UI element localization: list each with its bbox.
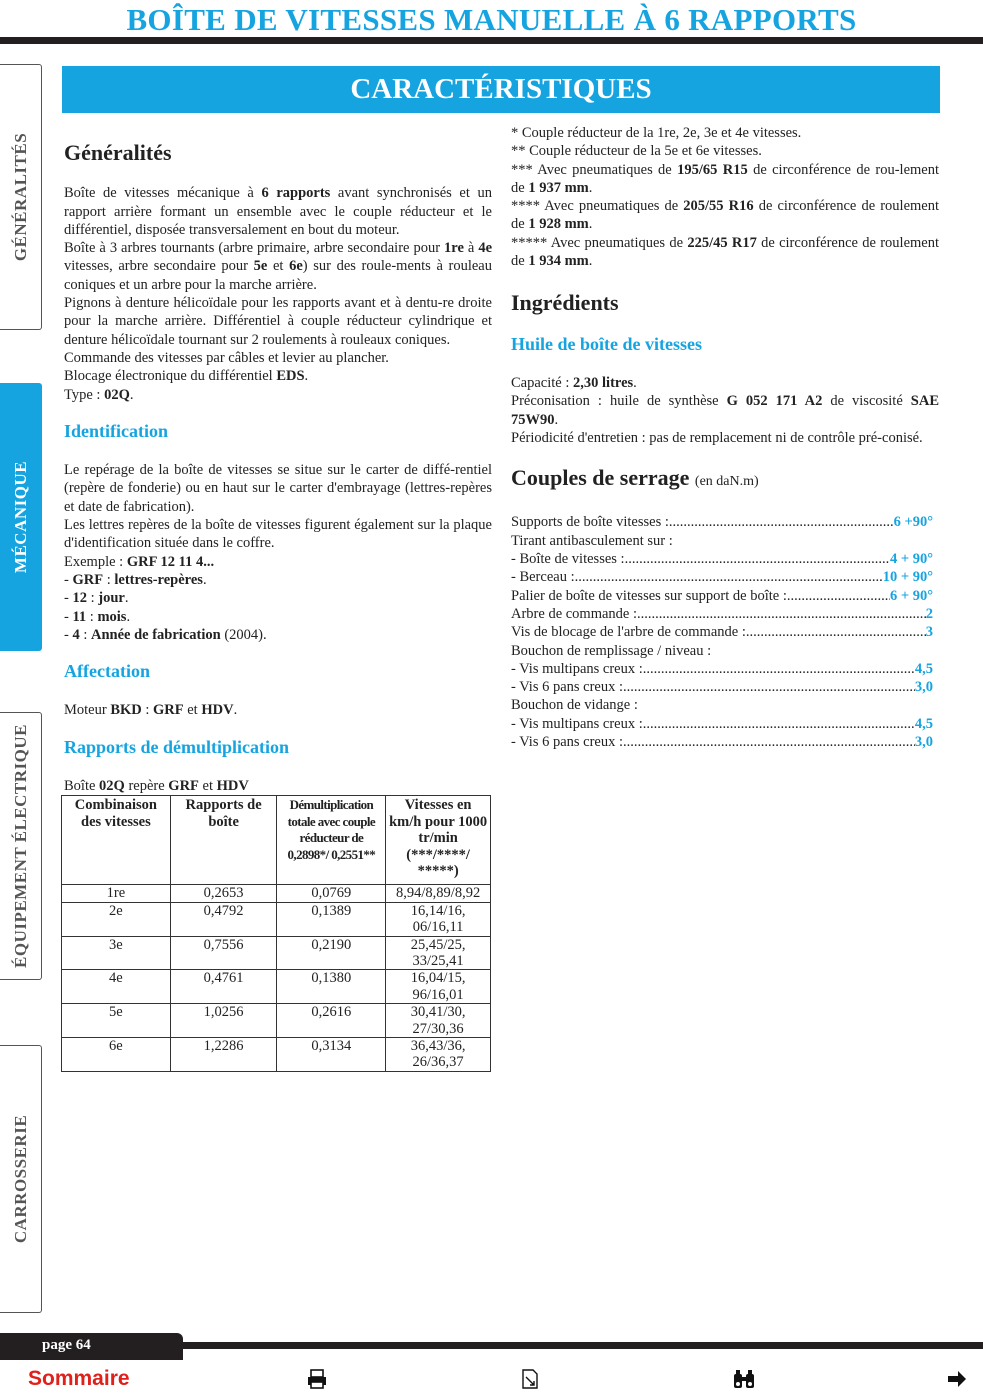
page-title: BOÎTE DE VITESSES MANUELLE À 6 RAPPORTS [126, 2, 857, 37]
ratios-table [61, 795, 491, 1072]
table-cell: 0,1380 [277, 970, 386, 1004]
torque-line: - Berceau : ..... 10 + 90° [511, 568, 933, 586]
table-cell: 1re [62, 885, 171, 902]
huile-heading: Huile de boîte de vitesses [511, 333, 702, 354]
table-cell: 0,2190 [277, 936, 386, 970]
table-cell: 16,14/16, 06/16,11 [386, 902, 491, 936]
page-number-tab [0, 1333, 183, 1360]
table-row [62, 1004, 491, 1038]
arrow-right-icon[interactable] [946, 1368, 968, 1390]
generalites-type: Type : 02Q. [64, 386, 134, 403]
page-number: page 64 [42, 1337, 91, 1353]
identification-heading: Identification [64, 420, 169, 441]
affectation-heading: Affectation [64, 661, 150, 682]
table-cell: 0,7556 [170, 936, 277, 970]
torque-line: Vis de blocage de l'arbre de commande : ..... 3 [511, 623, 933, 641]
sommaire-link[interactable]: Sommaire [28, 1367, 130, 1390]
preconisation: Préconisation : huile de synthèse G 052 171 A2 de viscosité SAE 75W90. [511, 393, 939, 428]
table-header: Combinaison des vitesses [62, 796, 171, 885]
table-cell: 0,3134 [277, 1038, 386, 1072]
generalites-p3: Pignons à denture hélicoïdale pour les rapports avant et à dentu-re droite pour la marche arrière. Différentiel à couple réducteur cylindrique et denture hélicoïdale tournant sur 2 roulements à rouleaux coniques. [64, 295, 492, 348]
table-cell: 0,2653 [170, 885, 277, 902]
affectation-text: Moteur BKD : GRF et HDV. [64, 702, 238, 719]
note-4: **** Avec pneumatiques de 205/55 R16 de circonférence de roulement de 1 928 mm. [511, 198, 939, 233]
table-cell: 2e [62, 902, 171, 936]
top-rule [0, 37, 983, 44]
table-cell: 5e [62, 1004, 171, 1038]
torque-line: Bouchon de vidange : [511, 697, 638, 714]
identification-item: - GRF : lettres-repères. [64, 571, 207, 588]
torque-list [511, 513, 939, 751]
identification-item: - 12 : jour. [64, 590, 129, 607]
document-icon[interactable] [519, 1368, 541, 1390]
binoculars-icon[interactable] [732, 1368, 754, 1390]
table-cell: 0,0769 [277, 885, 386, 902]
generalites-p4: Commande des vitesses par câbles et levier au plancher. [64, 349, 389, 366]
torque-line: - Vis multipans creux : ..... 4,5 [511, 715, 933, 733]
identification-p1: Le repérage de la boîte de vitesses se situe sur le carter de diffé-rentiel (repère de fonderie) ou en haut sur le carter d'embrayage (lettres-repères et date de fabrication). [64, 462, 492, 515]
side-tab-generalites[interactable] [0, 64, 42, 330]
table-row [62, 902, 491, 936]
identification-item: - 4 : Année de fabrication (2004). [64, 626, 267, 643]
side-tab-label: MÉCANIQUE [10, 460, 30, 574]
table-header: Rapports de boîte [170, 796, 277, 885]
torque-line: Supports de boîte vitesses : ..... 6 +90° [511, 513, 933, 531]
side-tab-mecanique[interactable] [0, 383, 42, 651]
note-2: ** Couple réducteur de la 5e et 6e vitesses. [511, 143, 762, 160]
identification-item: - 11 : mois. [64, 608, 131, 625]
torque-line: Tirant antibasculement sur : [511, 532, 673, 549]
right-column [511, 124, 939, 751]
note-5: ***** Avec pneumatiques de 225/45 R17 de circonférence de roulement de 1 934 mm. [511, 234, 939, 270]
table-row [62, 1038, 491, 1072]
torque-line: - Vis multipans creux : ..... 4,5 [511, 660, 933, 678]
footer-nav [0, 1364, 983, 1394]
section-title: CARACTÉRISTIQUES [62, 66, 940, 113]
table-cell: 0,4792 [170, 902, 277, 936]
table-cell: 3e [62, 936, 171, 970]
table-row [62, 885, 491, 902]
left-column [64, 132, 492, 1072]
generalites-p1: Boîte de vitesses mécanique à 6 rapports avant synchronisés et un rapport arrière formant un ensemble avec le couple réducteur et le différentiel, disposée transversalement en bout du moteur. [64, 185, 492, 238]
identification-example: Exemple : GRF 12 11 4... [64, 553, 215, 570]
rapports-heading: Rapports de démultiplication [64, 736, 290, 757]
side-tab-equipement-electrique[interactable] [0, 712, 42, 980]
generalites-p2: Boîte à 3 arbres tournants (arbre primaire, arbre secondaire pour 1re à 4e vitesses, arbre secondaire pour 5e et 6e) sur des roule-ments à rouleau coniques et un arbre pour la marche arrière. [64, 240, 492, 293]
print-icon[interactable] [306, 1368, 328, 1390]
table-cell: 1,0256 [170, 1004, 277, 1038]
table-cell: 36,43/36, 26/36,37 [386, 1038, 491, 1072]
generalites-heading: Généralités [64, 140, 172, 165]
table-cell: 0,4761 [170, 970, 277, 1004]
identification-p2: Les lettres repères de la boîte de vitesses figurent également sur la plaque d'identification située dans le coffre. [64, 517, 492, 552]
table-cell: 4e [62, 970, 171, 1004]
table-cell: 8,94/8,89/8,92 [386, 885, 491, 902]
side-tab-label: GÉNÉRALITÉS [10, 132, 30, 262]
torque-line: - Vis 6 pans creux : ..... 3,0 [511, 678, 933, 696]
torque-line: Bouchon de remplissage / niveau : [511, 642, 712, 659]
torque-line: Arbre de commande : ..... 2 [511, 605, 933, 623]
table-cell: 30,41/30, 27/30,36 [386, 1004, 491, 1038]
table-cell: 1,2286 [170, 1038, 277, 1072]
note-1: * Couple réducteur de la 1re, 2e, 3e et 4e vitesses. [511, 125, 802, 141]
torque-line: Palier de boîte de vitesses sur support de boîte : ..... 6 + 90° [511, 587, 933, 605]
periodicite: Périodicité d'entretien : pas de remplacement ni de contrôle pré-conisé. [511, 429, 923, 446]
capacite: Capacité : 2,30 litres. [511, 374, 637, 391]
table-cell: 0,2616 [277, 1004, 386, 1038]
side-tab-carrosserie[interactable] [0, 1045, 42, 1313]
side-tab-label: ÉQUIPEMENT ÉLECTRIQUE [10, 724, 30, 968]
table-cell: 6e [109, 1038, 123, 1054]
side-tab-label: CARROSSERIE [10, 1114, 30, 1244]
torque-line: - Vis 6 pans creux : ..... 3,0 [511, 733, 933, 751]
rapports-caption: Boîte 02Q repère GRF et HDV [64, 778, 249, 795]
ingredients-heading: Ingrédients [511, 290, 619, 316]
table-row [62, 970, 491, 1004]
table-row [62, 936, 491, 970]
table-cell: 0,1389 [277, 902, 386, 936]
table-header: Démultiplication totale avec couple réducteur de 0,2898*/ 0,2551** [277, 796, 386, 885]
table-cell: 25,45/25, 33/25,41 [386, 936, 491, 970]
note-3: *** Avec pneumatiques de 195/65 R15 de circonférence de rou-lement de 1 937 mm. [511, 161, 939, 196]
generalites-p5: Blocage électronique du différentiel EDS. [64, 368, 309, 385]
couples-heading: Couples de serrage (en daN.m) [511, 465, 759, 491]
table-header: Vitesses en km/h pour 1000 tr/min (***/****/ *****) [386, 796, 491, 885]
torque-line: - Boîte de vitesses : ..... 4 + 90° [511, 550, 933, 568]
table-cell: 16,04/15, 96/16,01 [386, 970, 491, 1004]
